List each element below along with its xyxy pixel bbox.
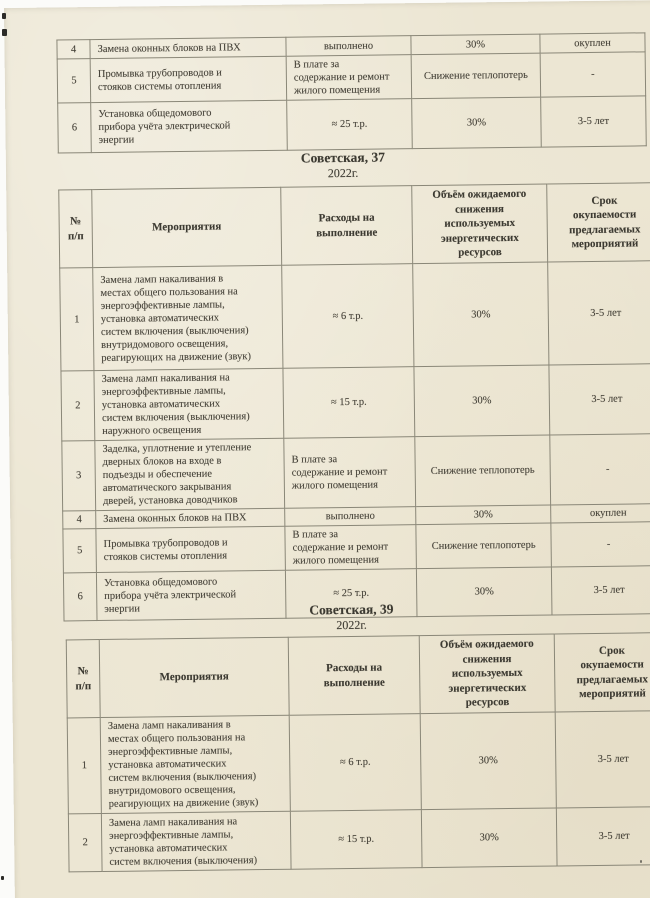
header-cell-costs: Расходы на выполнение: [288, 636, 420, 716]
cell-term: окуплен: [540, 33, 645, 53]
cell-term: 3-5 лет: [555, 711, 650, 808]
cell-row-number: 3: [62, 441, 96, 511]
cell-volume: 30%: [416, 505, 551, 525]
cell-row-number: 4: [63, 511, 96, 529]
cell-cost: ≈ 25 т.р.: [285, 569, 417, 619]
cell-measure: Замена оконных блоков на ПВХ: [90, 37, 286, 58]
cell-row-number: 1: [67, 718, 101, 814]
cell-measure: Промывка трубопроводов и стояков системы отопления: [96, 526, 286, 572]
cell-measure: Установка общедомового прибора учёта электрической энергии: [96, 570, 286, 620]
section-head-37: [58, 147, 628, 185]
cell-cost: ≈ 6 т.р.: [282, 264, 414, 369]
cell-measure: Замена оконных блоков на ПВХ: [96, 508, 285, 528]
cell-row-number: 5: [63, 529, 97, 573]
header-cell-volume: Объём ожидаемого снижения используемых энергетических ресурсов: [419, 634, 555, 714]
cell-volume: Снижение теплопотерь: [411, 53, 541, 99]
cell-measure: Замена ламп накаливания на энергоэффективные лампы, установка автоматических систем включения (выключения) наружного освещения: [94, 368, 284, 440]
table-row: [63, 522, 650, 573]
section-title-37: Советская, 37: [300, 149, 386, 166]
table-row: [61, 364, 650, 441]
cell-term: -: [550, 434, 650, 505]
cell-term: 3-5 лет: [549, 364, 650, 435]
cell-volume: 30%: [421, 808, 557, 868]
cell-row-number: 5: [57, 59, 91, 103]
cell-volume: 30%: [411, 34, 540, 55]
cell-term: 3-5 лет: [551, 566, 650, 615]
cell-term: окуплен: [551, 504, 650, 523]
section-year-37: 2022г.: [327, 165, 359, 181]
cell-row-number: 6: [58, 103, 92, 153]
cell-cost: ≈ 15 т.р.: [290, 810, 422, 870]
table-header-row: [59, 183, 650, 268]
table-sovetskaya-39: [66, 632, 650, 872]
cell-term: 3-5 лет: [556, 807, 650, 866]
header-cell-term: Срок окупаемости предлагаемых мероприятий: [547, 183, 650, 262]
header-cell-term: Срок окупаемости предлагаемых мероприятий: [554, 633, 650, 712]
section-head-39: [65, 598, 637, 636]
cell-volume: 30%: [413, 262, 549, 367]
cell-row-number: 2: [61, 371, 95, 441]
continuation-table: [56, 32, 646, 153]
cell-row-number: 2: [68, 814, 102, 872]
cell-term: 3-5 лет: [548, 261, 650, 365]
cell-measure: Установка общедомового прибора учёта электрической энергии: [91, 100, 288, 152]
table-header-row: [66, 633, 650, 718]
paper-sheet: [4, 0, 650, 898]
cell-cost: В плате за содержание и ремонт жилого помещения: [284, 437, 416, 509]
scan-speck: [2, 29, 7, 36]
table-row: [68, 807, 650, 872]
cell-row-number: 6: [63, 573, 97, 621]
section-title-39: Советская, 39: [309, 601, 394, 618]
table-row: [62, 434, 650, 511]
cell-cost: В плате за содержание и ремонт жилого помещения: [286, 55, 412, 101]
table-row: [67, 711, 650, 814]
cell-cost: выполнено: [286, 36, 411, 57]
cell-row-number: 4: [57, 40, 90, 59]
table-row: [57, 52, 645, 103]
header-cell-num: № п/п: [59, 190, 93, 268]
header-cell-costs: Расходы на выполнение: [281, 186, 413, 266]
table-row: [58, 96, 647, 153]
scan-speck: [1, 876, 4, 880]
cell-cost: ≈ 6 т.р.: [289, 714, 421, 812]
cell-cost: В плате за содержание и ремонт жилого помещения: [285, 525, 417, 571]
header-cell-volume: Объём ожидаемого снижения используемых энергетических ресурсов: [412, 184, 548, 264]
cell-cost: ≈ 15 т.р.: [283, 367, 415, 439]
cell-volume: 30%: [412, 97, 542, 149]
cell-measure: Промывка трубопроводов и стояков системы отопления: [90, 56, 287, 102]
cell-measure: Замена ламп накаливания в местах общего пользования на энергоэффективные лампы, установка автоматических систем включения (выключения) внутридомового освещения, реагирующих на движение (звук): [93, 265, 283, 370]
cell-term: -: [540, 52, 646, 97]
cell-cost: ≈ 25 т.р.: [287, 99, 413, 151]
cell-term: -: [551, 522, 650, 567]
cell-volume: 30%: [420, 712, 556, 810]
cell-volume: 30%: [416, 567, 552, 617]
scan-speck: [640, 860, 642, 863]
cell-cost: выполнено: [285, 507, 416, 527]
cell-volume: Снижение теплопотерь: [415, 435, 551, 507]
table-row: [60, 261, 650, 371]
cell-measure: Заделка, уплотнение и утепление дверных блоков на входе в подъезды и обеспечение автоматического закрывания дверей, установка доводчиков: [95, 438, 285, 510]
section-year-39: 2022г.: [336, 617, 367, 633]
header-cell-num: № п/п: [66, 640, 100, 718]
header-cell-measures: Мероприятия: [92, 187, 282, 267]
cell-volume: 30%: [414, 365, 550, 437]
cell-volume: Снижение теплопотерь: [416, 523, 552, 569]
cell-term: 3-5 лет: [541, 96, 647, 147]
table-sovetskaya-37: [58, 182, 650, 621]
cell-measure: Замена ламп накаливания в местах общего пользования на энергоэффективные лампы, установка автоматических систем включения (выключения) внутридомового освещения, реагирующих на движение (звук): [100, 715, 290, 813]
header-cell-measures: Мероприятия: [99, 637, 289, 717]
cell-measure: Замена ламп накаливания на энергоэффективные лампы, установка автоматических систем включения (выключения): [101, 811, 291, 871]
cell-row-number: 1: [60, 268, 94, 371]
scan-speck: [2, 13, 6, 19]
